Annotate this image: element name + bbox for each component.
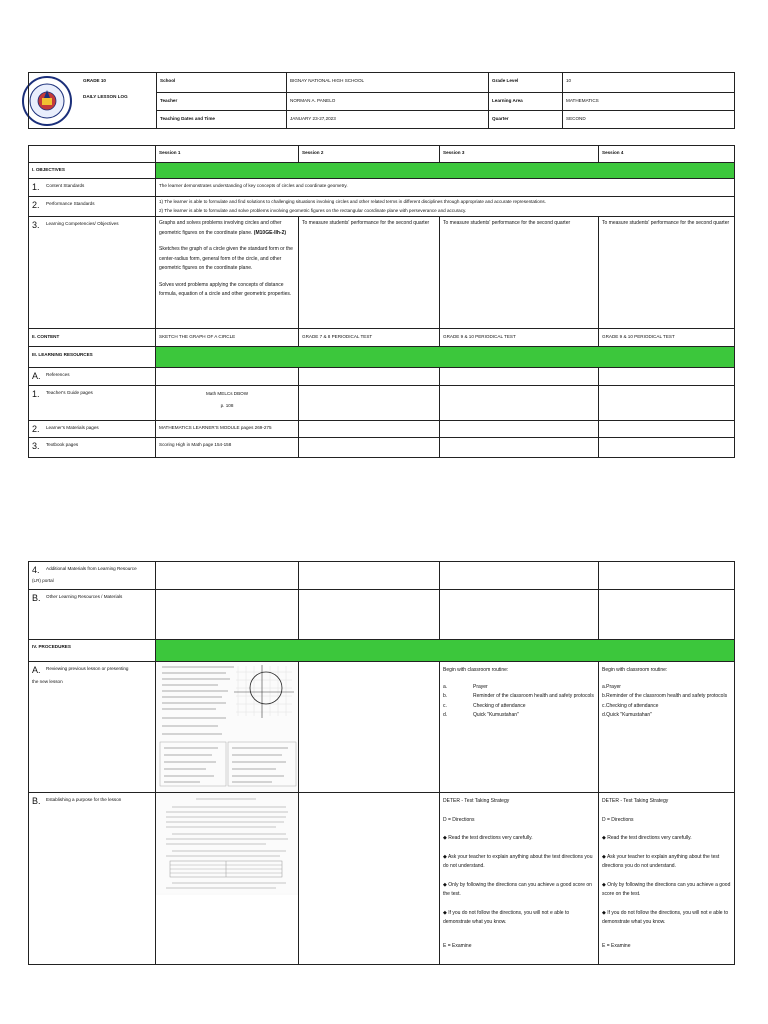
tb-s2 — [299, 437, 440, 457]
s4-routine-intro: Begin with classroom routine: — [602, 667, 668, 673]
other-resources-label: Other Learning Resources / Materials — [46, 594, 123, 599]
resources-green-band — [156, 347, 735, 368]
lr-label-b: (LR) portal — [32, 578, 54, 584]
lm-session-1: MATHEMATICS LEARNER'S MODULE pages 269-275 — [156, 420, 299, 437]
school-label: School — [157, 73, 287, 93]
s4-routine-item-c: c.Checking of attendance — [602, 702, 659, 709]
lm-num: 2. — [32, 423, 40, 434]
competencies-num: 3. — [32, 220, 40, 231]
content-standards-text: The learner demonstrates understanding of key concepts of circles and coordinate geometry. — [156, 179, 735, 197]
s3-deter-e: E = Examine — [443, 942, 472, 949]
s3-deter-bullet-1: ◆ Read the test directions very carefully. — [443, 835, 533, 842]
s3-deter-bullet-4: ◆ If you do not follow the directions, you will not e able to demonstrate what you know. — [443, 909, 570, 926]
lr-label-a: Additional Materials from Learning Resource — [46, 566, 137, 571]
s4-deter-heading: DETER - Test Taking Strategy — [602, 798, 669, 805]
tb-s3 — [440, 437, 599, 457]
s3-deter-bullet-2: ◆ Ask your teacher to explain anything about the test directions you do not understand. — [443, 853, 593, 870]
purpose-num: B. — [32, 796, 41, 807]
s3-routine-item-b: b. Reminder of the classroom health and safety protocols — [443, 693, 594, 699]
s4-deter-bullet-1: ◆ Read the test directions very carefully. — [602, 835, 692, 842]
tb-label: Textbook pages — [46, 441, 79, 447]
tb-label-cell — [29, 437, 156, 457]
competency-sketches: Sketches the graph of a circle given the standard form or the center-radius form, general form of the circle, and other geometric figures on the coordinate plane. — [159, 246, 293, 272]
content-standards-label: Content Standards — [46, 183, 85, 188]
purpose-session-4 — [599, 793, 735, 965]
performance-standards-label-cell — [29, 197, 156, 217]
resources-title: III. LEARNING RESOURCES — [29, 347, 156, 368]
header-title-cell — [29, 73, 157, 129]
performance-standard-1: 1) The learner is able to formulate and find solutions to challenging situations involving circles and other related terms in different disciplines through appropriate and accurate representations. — [159, 199, 546, 204]
competency-graphs: Graphs and solves problems involving circles and other geometric figures on the coordinate plane. — [159, 220, 282, 236]
s3-routine-intro: Begin with classroom routine: — [443, 667, 509, 673]
lm-label: Learner's Materials pages — [46, 424, 99, 430]
references-s2 — [299, 368, 440, 385]
references-s4 — [599, 368, 735, 385]
learning-area-label: Learning Area — [489, 93, 563, 111]
grade-level-label: Grade Level — [489, 73, 563, 93]
lm-s3 — [440, 420, 599, 437]
review-label-b: the new lesson — [32, 679, 63, 685]
grade-level-value: 10 — [563, 73, 735, 93]
purpose-session-3 — [440, 793, 599, 965]
competencies-label: Learning Competencies/ Objectives — [46, 221, 119, 227]
teacher-value: NORMAN A. PANELO — [287, 93, 489, 111]
performance-standards-label: Performance Standards — [46, 201, 95, 206]
tg-melcs: Math MELCs DBOW — [205, 390, 249, 396]
lr-s1 — [156, 562, 299, 590]
lm-s2 — [299, 420, 440, 437]
tg-s3 — [440, 385, 599, 420]
lr-s3 — [440, 562, 599, 590]
other-resources-num: B. — [32, 593, 41, 603]
s4-deter-bullet-4: ◆ If you do not follow the directions, you will not e able to demonstrate what you know. — [602, 909, 729, 926]
tg-session-1 — [156, 385, 299, 420]
header-table — [28, 72, 735, 129]
school-value: BIGNAY NATIONAL HIGH SCHOOL — [287, 73, 489, 93]
content-standards-label-cell — [29, 179, 156, 197]
s4-routine-item-b: b.Reminder of the classroom health and safety protocols — [602, 693, 728, 699]
references-label-cell — [29, 368, 156, 385]
session-2-header: Session 2 — [299, 146, 440, 163]
review-worksheet-image — [156, 662, 298, 792]
review-label-cell — [29, 662, 156, 793]
tg-num: 1. — [32, 388, 40, 399]
performance-standards-num: 2. — [32, 200, 40, 210]
teacher-label: Teacher — [157, 93, 287, 111]
lesson-table-page2 — [28, 561, 735, 965]
performance-standard-2: 2) The learner is able to formulate and solve problems involving geometric figures on the rectangular coordinate plane with perseverance and accuracy. — [159, 208, 467, 214]
content-session-3: GRADE 9 & 10 PERIODICAL TEST — [440, 329, 599, 347]
grade-title: GRADE 10 — [83, 78, 106, 83]
procedures-title: IV. PROCEDURES — [29, 640, 156, 662]
tb-num: 3. — [32, 440, 40, 451]
s3-deter-heading: DETER - Test Taking Strategy — [443, 798, 510, 805]
blank-header-cell — [29, 146, 156, 163]
session-1-header: Session 1 — [156, 146, 299, 163]
content-session-2: GRADE 7 & 8 PERIODICAL TEST — [299, 329, 440, 347]
competencies-session-3: To measure students' performance for the second quarter — [440, 217, 599, 329]
s3-deter-bullet-3: ◆ Only by following the directions can you achieve a good score on the test. — [443, 881, 592, 898]
competency-solves: Solves word problems applying the concepts of distance formula, equation of a circle and other geometric properties. — [159, 281, 292, 298]
other-s2 — [299, 590, 440, 640]
competencies-session-4: To measure students' performance for the second quarter — [599, 217, 735, 329]
objectives-green-band — [156, 163, 735, 179]
procedures-green-band — [156, 640, 735, 662]
s3-routine-item-c: c. Checking of attendance — [443, 702, 526, 709]
purpose-worksheet-image-cell — [156, 793, 299, 965]
s4-deter-e: E = Examine — [602, 942, 631, 949]
review-worksheet-image-cell — [156, 662, 299, 793]
s4-deter-d: D = Directions — [602, 816, 634, 823]
dates-label: Teaching Dates and Time — [157, 111, 287, 129]
competencies-session-1 — [156, 217, 299, 329]
references-num: A. — [32, 371, 41, 382]
tg-s4 — [599, 385, 735, 420]
content-title: II. CONTENT — [29, 329, 156, 347]
s4-routine-item-a: a.Prayer — [602, 683, 621, 690]
s3-routine-item-a: a. Prayer — [443, 683, 488, 690]
competencies-label-cell — [29, 217, 156, 329]
lr-num: 4. — [32, 565, 40, 575]
tb-session-1: Scoring High in Math page 154-158 — [156, 437, 299, 457]
tg-label-cell — [29, 385, 156, 420]
lesson-table-page1 — [28, 145, 735, 458]
review-label-a: Reviewing previous lesson or presenting — [46, 666, 129, 671]
s3-routine-item-d: d. Quick "Kumustahan" — [443, 712, 519, 718]
other-s4 — [599, 590, 735, 640]
other-s3 — [440, 590, 599, 640]
lr-s4 — [599, 562, 735, 590]
content-session-1: SKETCH THE GRAPH OF A CIRCLE — [156, 329, 299, 347]
quarter-label: Quarter — [489, 111, 563, 129]
tg-label: Teacher's Guide pages — [46, 389, 93, 395]
tb-s4 — [599, 437, 735, 457]
lr-label-cell — [29, 562, 156, 590]
other-s1 — [156, 590, 299, 640]
references-s1 — [156, 368, 299, 385]
s4-deter-bullet-2: ◆ Ask your teacher to explain anything about the test directions you do not understand. — [602, 853, 720, 870]
purpose-worksheet-image — [156, 793, 298, 895]
session-4-header: Session 4 — [599, 146, 735, 163]
content-session-4: GRADE 9 & 10 PERIODICAL TEST — [599, 329, 735, 347]
purpose-label: Establishing a purpose for the lesson — [46, 797, 122, 803]
learning-area-value: MATHEMATICS — [563, 93, 735, 111]
lr-s2 — [299, 562, 440, 590]
objectives-title: I. OBJECTIVES — [29, 163, 156, 179]
s4-routine-item-d: d.Quick "Kumustahan" — [602, 712, 652, 718]
performance-standards-text-cell — [156, 197, 735, 217]
s3-deter-d: D = Directions — [443, 816, 475, 823]
lm-s4 — [599, 420, 735, 437]
review-num: A. — [32, 665, 41, 675]
tg-page: p. 108 — [220, 402, 234, 408]
lm-label-cell — [29, 420, 156, 437]
quarter-value: SECOND — [563, 111, 735, 129]
dates-value: JANUARY 23-27,2023 — [287, 111, 489, 129]
purpose-label-cell — [29, 793, 156, 965]
content-standards-num: 1. — [32, 182, 40, 192]
session-header-row — [29, 146, 735, 163]
review-session-4 — [599, 662, 735, 793]
review-session-3 — [440, 662, 599, 793]
references-label: References — [46, 372, 70, 378]
tg-s2 — [299, 385, 440, 420]
s4-deter-bullet-3: ◆ Only by following the directions can you achieve a good score on the test. — [602, 881, 731, 898]
session-3-header: Session 3 — [440, 146, 599, 163]
review-s2 — [299, 662, 440, 793]
competencies-session-2: To measure students' performance for the second quarter — [299, 217, 440, 329]
other-resources-label-cell — [29, 590, 156, 640]
competency-code: (M10GE-IIh-2) — [253, 229, 287, 236]
log-title: DAILY LESSON LOG — [83, 94, 128, 100]
references-s3 — [440, 368, 599, 385]
purpose-s2 — [299, 793, 440, 965]
